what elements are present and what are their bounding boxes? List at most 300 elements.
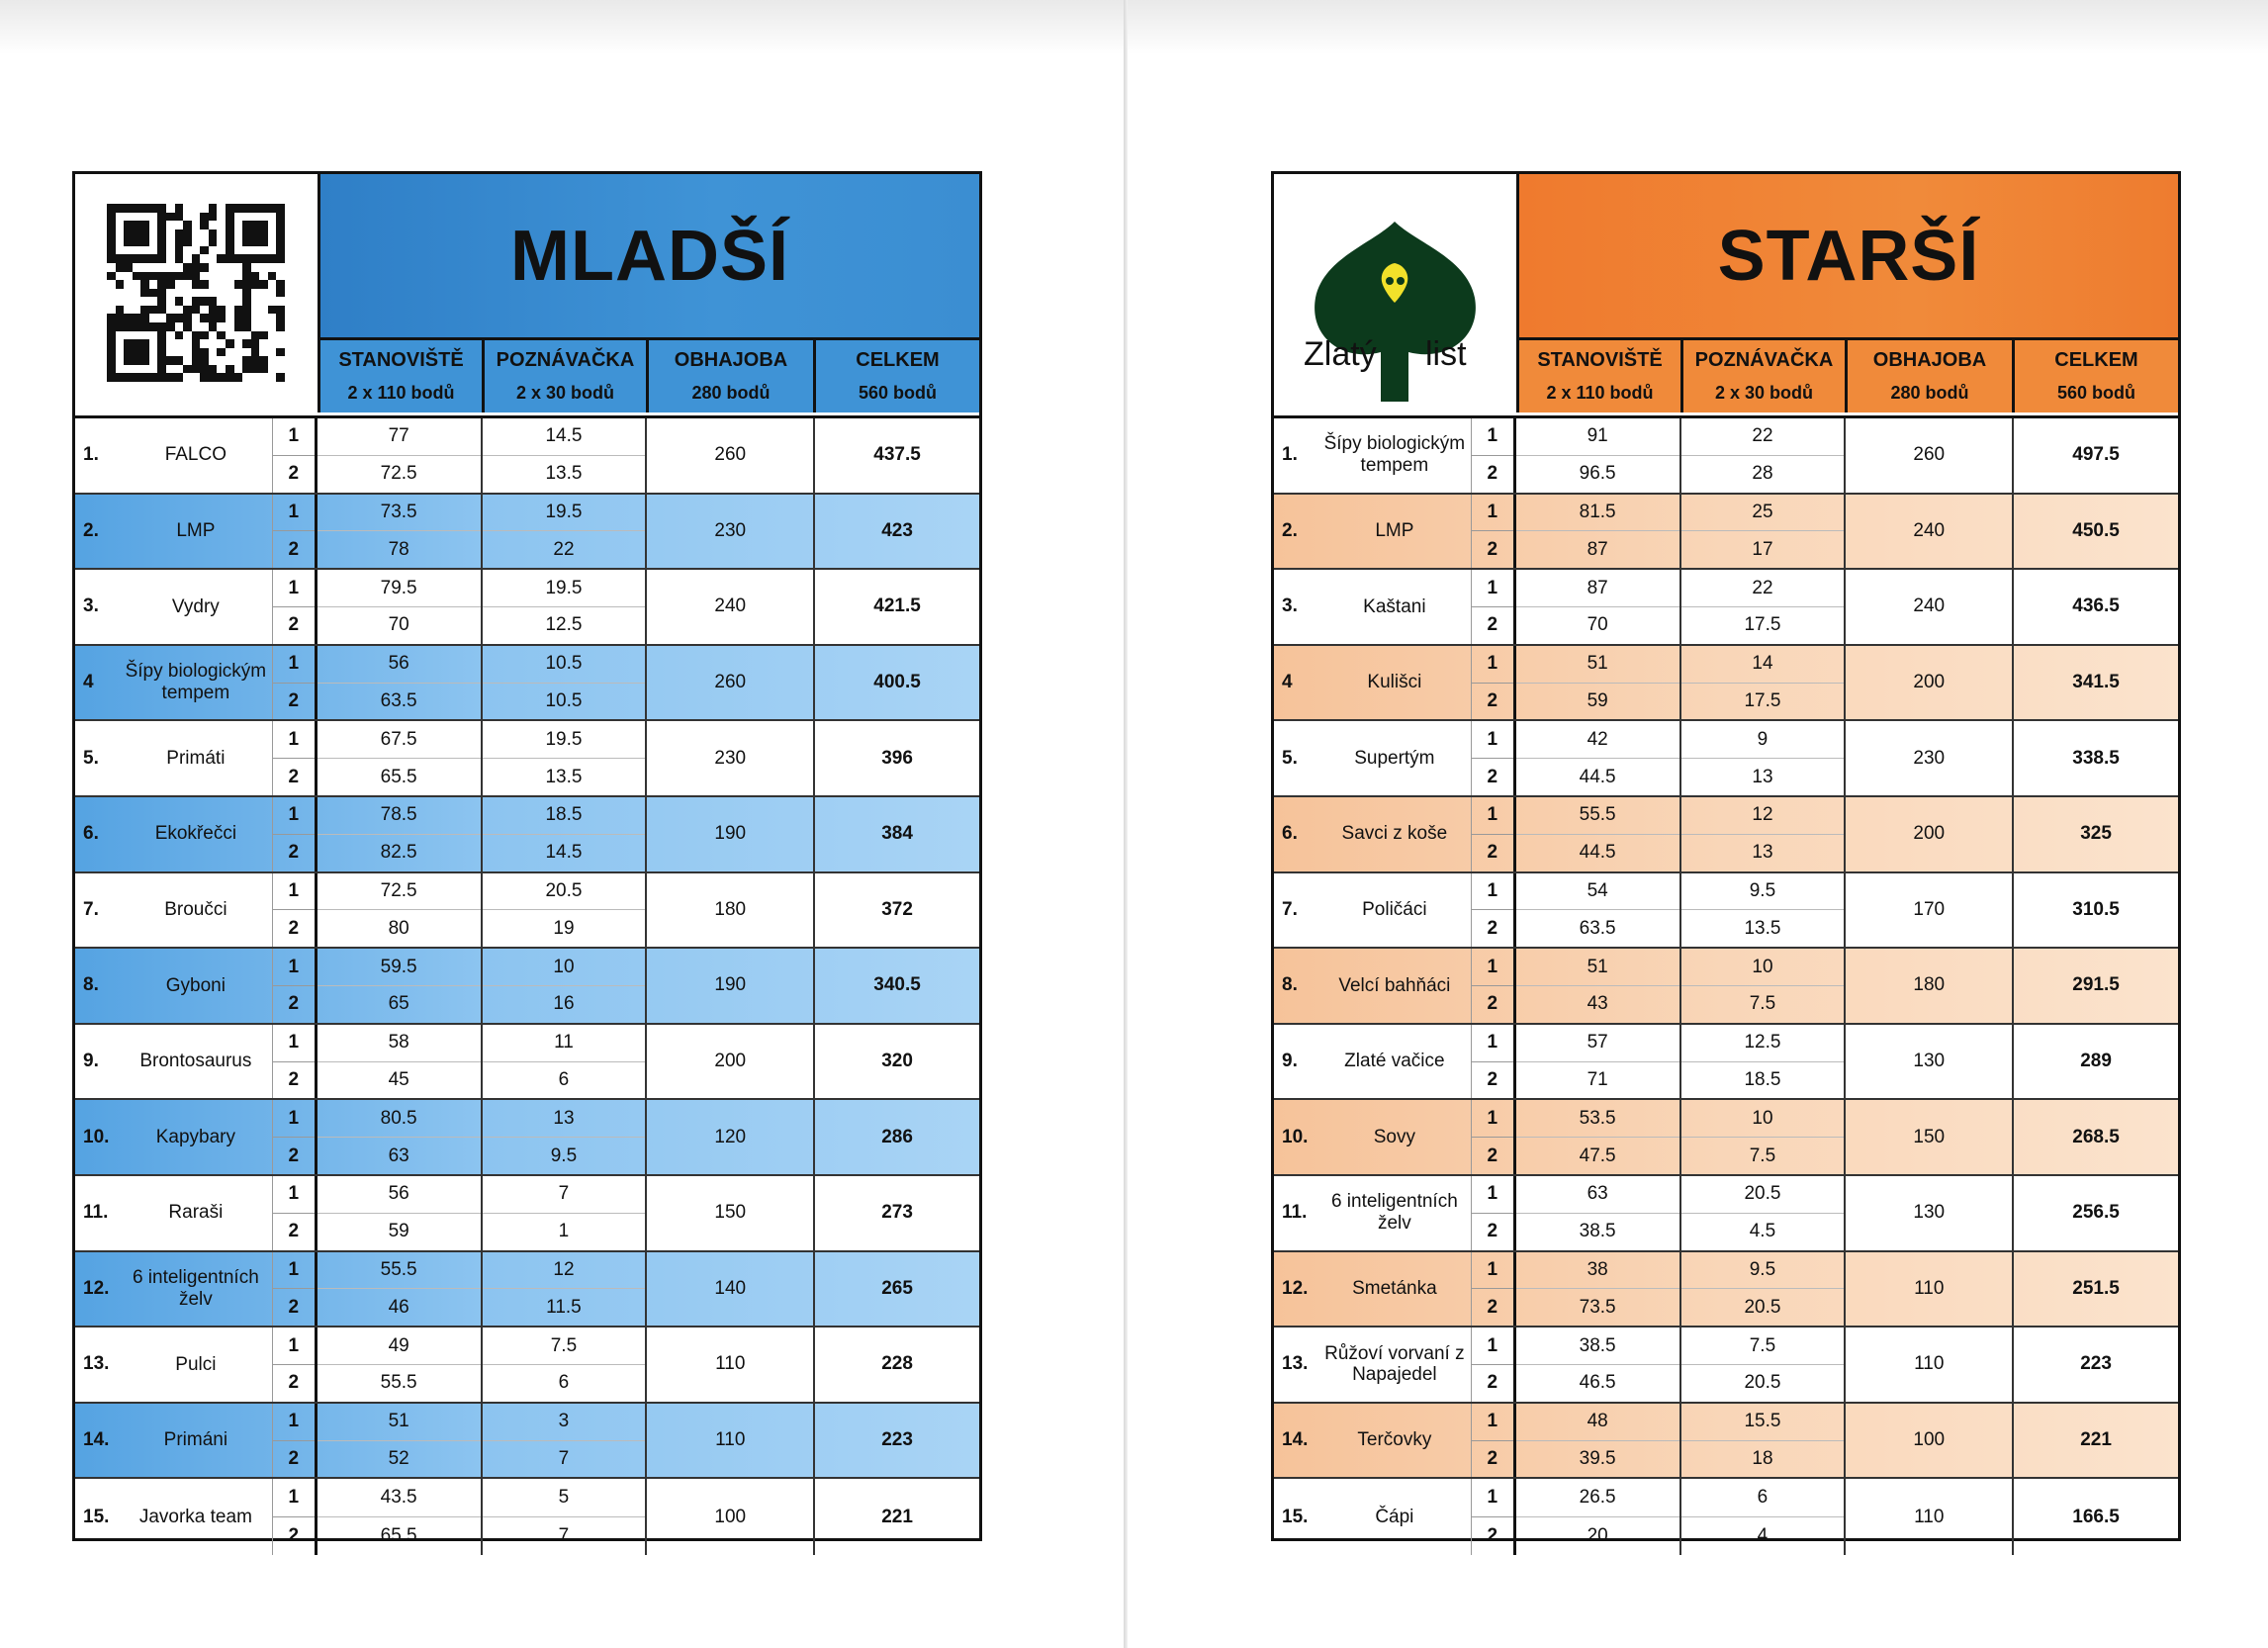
run-label: 2 xyxy=(1487,1447,1498,1469)
recognition-scores xyxy=(1681,721,1847,795)
recognition-score: 3 xyxy=(483,1404,646,1441)
station-score: 72.5 xyxy=(318,873,481,911)
recognition-score: 7 xyxy=(483,1176,646,1214)
run-labels xyxy=(1472,1100,1516,1174)
run-label: 2 xyxy=(1487,463,1498,485)
rank: 14. xyxy=(83,1429,110,1451)
run-labels xyxy=(1472,646,1516,720)
run-labels xyxy=(273,1025,318,1099)
defense-score: 200 xyxy=(647,1025,815,1099)
station-score: 52 xyxy=(388,1447,409,1469)
total-score: 273 xyxy=(881,1202,913,1224)
col-header-total xyxy=(2015,340,2178,412)
recognition-score: 4 xyxy=(1757,1525,1769,1546)
rank: 9. xyxy=(83,1051,99,1072)
run-labels xyxy=(273,495,318,569)
total-score: 291.5 xyxy=(2072,974,2120,996)
rank: 13. xyxy=(83,1353,110,1375)
run-labels xyxy=(1472,873,1516,948)
run-label: 1 xyxy=(273,1100,315,1138)
run-label: 1 xyxy=(273,1252,315,1290)
defense-score: 120 xyxy=(647,1100,815,1174)
run-label: 2 xyxy=(288,1525,300,1546)
station-score: 65 xyxy=(388,993,409,1015)
team-name: Sovy xyxy=(1318,1100,1472,1174)
run-label: 1 xyxy=(273,721,315,759)
recognition-score: 22 xyxy=(1681,570,1845,607)
table-row xyxy=(1274,1025,2178,1101)
recognition-scores xyxy=(483,570,648,644)
run-label: 1 xyxy=(273,949,315,986)
recognition-score: 6 xyxy=(558,1068,570,1090)
recognition-score: 9 xyxy=(1681,721,1845,759)
station-scores xyxy=(318,1100,483,1174)
station-score: 45 xyxy=(388,1068,409,1090)
recognition-score: 12 xyxy=(1681,797,1845,835)
rank: 2. xyxy=(1282,519,1298,541)
run-label: 2 xyxy=(288,842,300,864)
run-label: 1 xyxy=(1472,1176,1513,1214)
qr-box xyxy=(75,174,320,412)
station-score: 38 xyxy=(1516,1252,1679,1290)
recognition-scores xyxy=(1681,1404,1847,1478)
col-label: POZNÁVAČKA xyxy=(496,349,635,372)
run-label: 2 xyxy=(288,1221,300,1242)
station-scores xyxy=(1516,646,1681,720)
run-label: 2 xyxy=(1487,1221,1498,1242)
col-label: STANOVIŠTĚ xyxy=(338,349,464,372)
col-header-recognition xyxy=(485,340,649,412)
station-score: 77 xyxy=(318,418,481,456)
table-row xyxy=(1274,1100,2178,1176)
station-score: 49 xyxy=(318,1328,481,1365)
station-scores xyxy=(1516,418,1681,493)
recognition-score: 9.5 xyxy=(1681,873,1845,911)
run-label: 1 xyxy=(273,495,315,532)
recognition-score: 19.5 xyxy=(483,570,646,607)
recognition-score: 4.5 xyxy=(1749,1221,1776,1242)
recognition-score: 18 xyxy=(1752,1447,1773,1469)
defense-score: 260 xyxy=(1846,418,2014,493)
total-score: 268.5 xyxy=(2072,1126,2120,1147)
defense-score: 230 xyxy=(647,495,815,569)
col-sub: 2 x 110 bodů xyxy=(1546,382,1654,403)
rank: 1. xyxy=(83,444,99,466)
qr-code-icon xyxy=(107,204,285,382)
table-row xyxy=(75,873,979,950)
run-label: 1 xyxy=(273,1479,315,1517)
total-score: 436.5 xyxy=(2072,595,2120,617)
table-row xyxy=(1274,949,2178,1025)
defense-score: 180 xyxy=(1846,949,2014,1023)
total-score: 221 xyxy=(881,1506,913,1527)
defense-score: 240 xyxy=(647,570,815,644)
table-row xyxy=(75,1479,979,1555)
team-name: Kulišci xyxy=(1318,646,1472,720)
recognition-score: 12 xyxy=(483,1252,646,1290)
station-scores xyxy=(1516,721,1681,795)
page-top-shade xyxy=(0,0,2268,54)
team-name: Poličáci xyxy=(1318,873,1472,948)
defense-score: 110 xyxy=(1846,1479,2014,1555)
station-score: 38.5 xyxy=(1516,1328,1679,1365)
defense-score: 150 xyxy=(1846,1100,2014,1174)
run-label: 1 xyxy=(1472,949,1513,986)
run-label: 2 xyxy=(1487,689,1498,711)
run-label: 1 xyxy=(273,1025,315,1062)
run-labels xyxy=(273,1479,318,1555)
run-labels xyxy=(273,721,318,795)
table-row xyxy=(1274,721,2178,797)
total-score: 396 xyxy=(881,747,913,769)
run-labels xyxy=(273,418,318,493)
station-score: 59 xyxy=(388,1221,409,1242)
station-score: 58 xyxy=(318,1025,481,1062)
rank: 9. xyxy=(1282,1051,1298,1072)
recognition-scores xyxy=(1681,1328,1847,1402)
run-label: 2 xyxy=(1487,614,1498,636)
recognition-scores xyxy=(483,873,648,948)
total-score: 423 xyxy=(881,519,913,541)
run-label: 1 xyxy=(1472,1025,1513,1062)
station-score: 43.5 xyxy=(318,1479,481,1517)
run-label: 2 xyxy=(288,1296,300,1318)
station-score: 51 xyxy=(1516,646,1679,684)
station-score: 96.5 xyxy=(1579,463,1616,485)
recognition-scores xyxy=(483,721,648,795)
defense-score: 180 xyxy=(647,873,815,948)
col-header-defense xyxy=(649,340,816,412)
team-name: Savci z koše xyxy=(1318,797,1472,871)
station-scores xyxy=(1516,495,1681,569)
run-label: 1 xyxy=(1472,1404,1513,1441)
run-label: 1 xyxy=(273,873,315,911)
station-score: 70 xyxy=(1587,614,1608,636)
recognition-score: 9.5 xyxy=(1681,1252,1845,1290)
total-score: 289 xyxy=(2080,1051,2112,1072)
table-row xyxy=(75,1100,979,1176)
recognition-scores xyxy=(1681,1025,1847,1099)
younger-title: MLADŠÍ xyxy=(320,174,979,340)
run-labels xyxy=(1472,1404,1516,1478)
recognition-score: 10.5 xyxy=(545,689,583,711)
recognition-scores xyxy=(1681,418,1847,493)
team-name: Ekokřečci xyxy=(120,797,273,871)
station-scores xyxy=(318,721,483,795)
rank: 2. xyxy=(83,519,99,541)
run-label: 1 xyxy=(1472,1252,1513,1290)
run-labels xyxy=(273,797,318,871)
col-label: CELKEM xyxy=(856,349,940,372)
recognition-score: 5 xyxy=(483,1479,646,1517)
recognition-score: 17 xyxy=(1752,538,1773,560)
team-name: Kaštani xyxy=(1318,570,1472,644)
col-sub: 2 x 30 bodů xyxy=(515,382,615,403)
table-row xyxy=(1274,418,2178,495)
rank: 1. xyxy=(1282,444,1298,466)
recognition-score: 10.5 xyxy=(483,646,646,684)
team-name: LMP xyxy=(1318,495,1472,569)
recognition-score: 12.5 xyxy=(1681,1025,1845,1062)
station-score: 26.5 xyxy=(1516,1479,1679,1517)
recognition-scores xyxy=(1681,797,1847,871)
station-score: 78.5 xyxy=(318,797,481,835)
recognition-scores xyxy=(483,1404,648,1478)
defense-score: 230 xyxy=(1846,721,2014,795)
station-score: 71 xyxy=(1587,1068,1608,1090)
recognition-score: 13 xyxy=(1752,766,1773,787)
recognition-score: 10 xyxy=(1681,1100,1845,1138)
rank: 6. xyxy=(1282,823,1298,845)
table-row xyxy=(1274,1404,2178,1480)
run-label: 2 xyxy=(288,917,300,939)
recognition-score: 19 xyxy=(553,917,575,939)
rank: 6. xyxy=(83,823,99,845)
team-name: 6 inteligentních želv xyxy=(120,1252,273,1327)
run-labels xyxy=(1472,1025,1516,1099)
col-header-defense xyxy=(1848,340,2015,412)
recognition-scores xyxy=(483,797,648,871)
col-sub: 560 bodů xyxy=(2056,382,2135,403)
run-labels xyxy=(1472,418,1516,493)
recognition-score: 20.5 xyxy=(1744,1372,1781,1394)
team-name: Raraši xyxy=(120,1176,273,1250)
station-score: 46 xyxy=(388,1296,409,1318)
run-label: 1 xyxy=(1472,495,1513,532)
station-scores xyxy=(1516,1328,1681,1402)
run-labels xyxy=(273,646,318,720)
team-name: Čápi xyxy=(1318,1479,1472,1555)
table-row xyxy=(75,418,979,495)
run-labels xyxy=(1472,495,1516,569)
run-label: 2 xyxy=(1487,1068,1498,1090)
station-scores xyxy=(1516,797,1681,871)
run-label: 1 xyxy=(1472,1100,1513,1138)
defense-score: 240 xyxy=(1846,570,2014,644)
recognition-score: 20.5 xyxy=(1681,1176,1845,1214)
defense-score: 190 xyxy=(647,949,815,1023)
recognition-score: 18.5 xyxy=(1744,1068,1781,1090)
total-score: 437.5 xyxy=(873,444,921,466)
table-row xyxy=(1274,570,2178,646)
recognition-score: 6 xyxy=(1681,1479,1845,1517)
recognition-scores xyxy=(1681,646,1847,720)
team-name: Šípy biologickým tempem xyxy=(120,646,273,720)
recognition-score: 7.5 xyxy=(483,1328,646,1365)
rank: 7. xyxy=(83,898,99,920)
team-name: Gyboni xyxy=(120,949,273,1023)
rank: 11. xyxy=(1282,1202,1308,1224)
col-label: STANOVIŠTĚ xyxy=(1537,349,1663,372)
run-labels xyxy=(273,1252,318,1327)
rank: 4 xyxy=(1282,672,1293,693)
station-score: 57 xyxy=(1516,1025,1679,1062)
younger-rows xyxy=(75,418,979,1555)
table-row xyxy=(75,949,979,1025)
station-score: 42 xyxy=(1516,721,1679,759)
station-score: 55.5 xyxy=(380,1372,417,1394)
recognition-scores xyxy=(1681,1479,1847,1555)
station-score: 43 xyxy=(1587,993,1608,1015)
total-score: 450.5 xyxy=(2072,519,2120,541)
total-score: 228 xyxy=(881,1353,913,1375)
station-scores xyxy=(1516,1100,1681,1174)
rank: 12. xyxy=(1282,1277,1309,1299)
table-row xyxy=(1274,495,2178,571)
recognition-scores xyxy=(1681,1176,1847,1250)
older-column-headers xyxy=(1519,340,2178,412)
station-score: 38.5 xyxy=(1579,1221,1616,1242)
run-labels xyxy=(273,1100,318,1174)
defense-score: 260 xyxy=(647,418,815,493)
recognition-scores xyxy=(1681,873,1847,948)
team-name: FALCO xyxy=(120,418,273,493)
recognition-score: 15.5 xyxy=(1681,1404,1845,1441)
defense-score: 100 xyxy=(647,1479,815,1555)
station-score: 82.5 xyxy=(380,842,417,864)
col-header-total xyxy=(816,340,979,412)
rank: 3. xyxy=(83,595,99,617)
station-score: 65.5 xyxy=(380,766,417,787)
col-label: POZNÁVAČKA xyxy=(1694,349,1834,372)
table-row xyxy=(75,1328,979,1404)
run-label: 2 xyxy=(288,463,300,485)
col-sub: 280 bodů xyxy=(691,382,771,403)
recognition-score: 6 xyxy=(558,1372,570,1394)
recognition-score: 18.5 xyxy=(483,797,646,835)
run-label: 2 xyxy=(288,1372,300,1394)
station-scores xyxy=(318,646,483,720)
run-label: 2 xyxy=(1487,1296,1498,1318)
team-name: Šípy biologickým tempem xyxy=(1318,418,1472,493)
station-score: 63 xyxy=(388,1144,409,1166)
total-score: 310.5 xyxy=(2072,898,2120,920)
run-label: 1 xyxy=(1472,570,1513,607)
station-score: 46.5 xyxy=(1579,1372,1616,1394)
defense-score: 200 xyxy=(1846,797,2014,871)
col-header-recognition xyxy=(1683,340,1848,412)
rank: 11. xyxy=(83,1202,109,1224)
defense-score: 140 xyxy=(647,1252,815,1327)
recognition-score: 10 xyxy=(483,949,646,986)
recognition-score: 17.5 xyxy=(1744,689,1781,711)
run-labels xyxy=(273,1404,318,1478)
station-score: 59.5 xyxy=(318,949,481,986)
recognition-scores xyxy=(483,418,648,493)
team-name: 6 inteligentních želv xyxy=(1318,1176,1472,1250)
total-score: 384 xyxy=(881,823,913,845)
team-name: LMP xyxy=(120,495,273,569)
table-row xyxy=(75,797,979,873)
recognition-score: 20.5 xyxy=(1744,1296,1781,1318)
logo-word-list: list xyxy=(1425,335,1467,373)
total-score: 341.5 xyxy=(2072,672,2120,693)
run-label: 2 xyxy=(1487,1525,1498,1546)
station-score: 20 xyxy=(1587,1525,1608,1546)
team-name: Terčovky xyxy=(1318,1404,1472,1478)
team-name: Supertým xyxy=(1318,721,1472,795)
run-labels xyxy=(1472,570,1516,644)
rank: 8. xyxy=(83,974,99,996)
recognition-score: 28 xyxy=(1752,463,1773,485)
recognition-score: 14.5 xyxy=(483,418,646,456)
team-name: Vydry xyxy=(120,570,273,644)
rank: 7. xyxy=(1282,898,1298,920)
rank: 15. xyxy=(1282,1506,1309,1527)
rank: 8. xyxy=(1282,974,1298,996)
recognition-score: 11 xyxy=(483,1025,646,1062)
younger-column-headers xyxy=(320,340,979,412)
recognition-scores xyxy=(483,1025,648,1099)
defense-score: 230 xyxy=(647,721,815,795)
recognition-score: 7 xyxy=(558,1447,570,1469)
run-labels xyxy=(273,1176,318,1250)
station-score: 87 xyxy=(1587,538,1608,560)
run-label: 2 xyxy=(288,614,300,636)
older-header xyxy=(1274,174,2178,418)
station-scores xyxy=(1516,1252,1681,1327)
team-name: Zlaté vačice xyxy=(1318,1025,1472,1099)
station-score: 72.5 xyxy=(380,463,417,485)
rank: 10. xyxy=(1282,1126,1309,1147)
run-label: 2 xyxy=(1487,993,1498,1015)
recognition-score: 14 xyxy=(1681,646,1845,684)
col-header-station xyxy=(320,340,485,412)
run-label: 1 xyxy=(273,646,315,684)
recognition-score: 17.5 xyxy=(1744,614,1781,636)
run-labels xyxy=(1472,721,1516,795)
station-score: 59 xyxy=(1587,689,1608,711)
team-name: Broučci xyxy=(120,873,273,948)
station-scores xyxy=(318,1025,483,1099)
station-score: 56 xyxy=(318,1176,481,1214)
defense-score: 150 xyxy=(647,1176,815,1250)
total-score: 497.5 xyxy=(2072,444,2120,466)
station-score: 56 xyxy=(318,646,481,684)
defense-score: 130 xyxy=(1846,1176,2014,1250)
station-scores xyxy=(318,873,483,948)
station-scores xyxy=(318,570,483,644)
station-score: 63.5 xyxy=(1579,917,1616,939)
station-score: 73.5 xyxy=(318,495,481,532)
run-label: 1 xyxy=(1472,1328,1513,1365)
total-score: 256.5 xyxy=(2072,1202,2120,1224)
recognition-scores xyxy=(483,1479,648,1555)
station-score: 80 xyxy=(388,917,409,939)
recognition-score: 7.5 xyxy=(1749,1144,1776,1166)
station-score: 81.5 xyxy=(1516,495,1679,532)
defense-score: 240 xyxy=(1846,495,2014,569)
station-scores xyxy=(318,1176,483,1250)
total-score: 421.5 xyxy=(873,595,921,617)
team-name: Brontosaurus xyxy=(120,1025,273,1099)
total-score: 166.5 xyxy=(2072,1506,2120,1527)
run-labels xyxy=(1472,1328,1516,1402)
rank: 5. xyxy=(83,747,99,769)
col-sub: 280 bodů xyxy=(1890,382,1969,403)
station-scores xyxy=(318,418,483,493)
col-sub: 560 bodů xyxy=(858,382,937,403)
run-label: 2 xyxy=(288,1447,300,1469)
recognition-score: 11.5 xyxy=(546,1296,582,1318)
station-score: 48 xyxy=(1516,1404,1679,1441)
station-scores xyxy=(1516,570,1681,644)
recognition-scores xyxy=(483,1100,648,1174)
recognition-score: 7.5 xyxy=(1681,1328,1845,1365)
recognition-score: 13 xyxy=(1752,842,1773,864)
station-scores xyxy=(1516,949,1681,1023)
run-label: 1 xyxy=(1472,1479,1513,1517)
